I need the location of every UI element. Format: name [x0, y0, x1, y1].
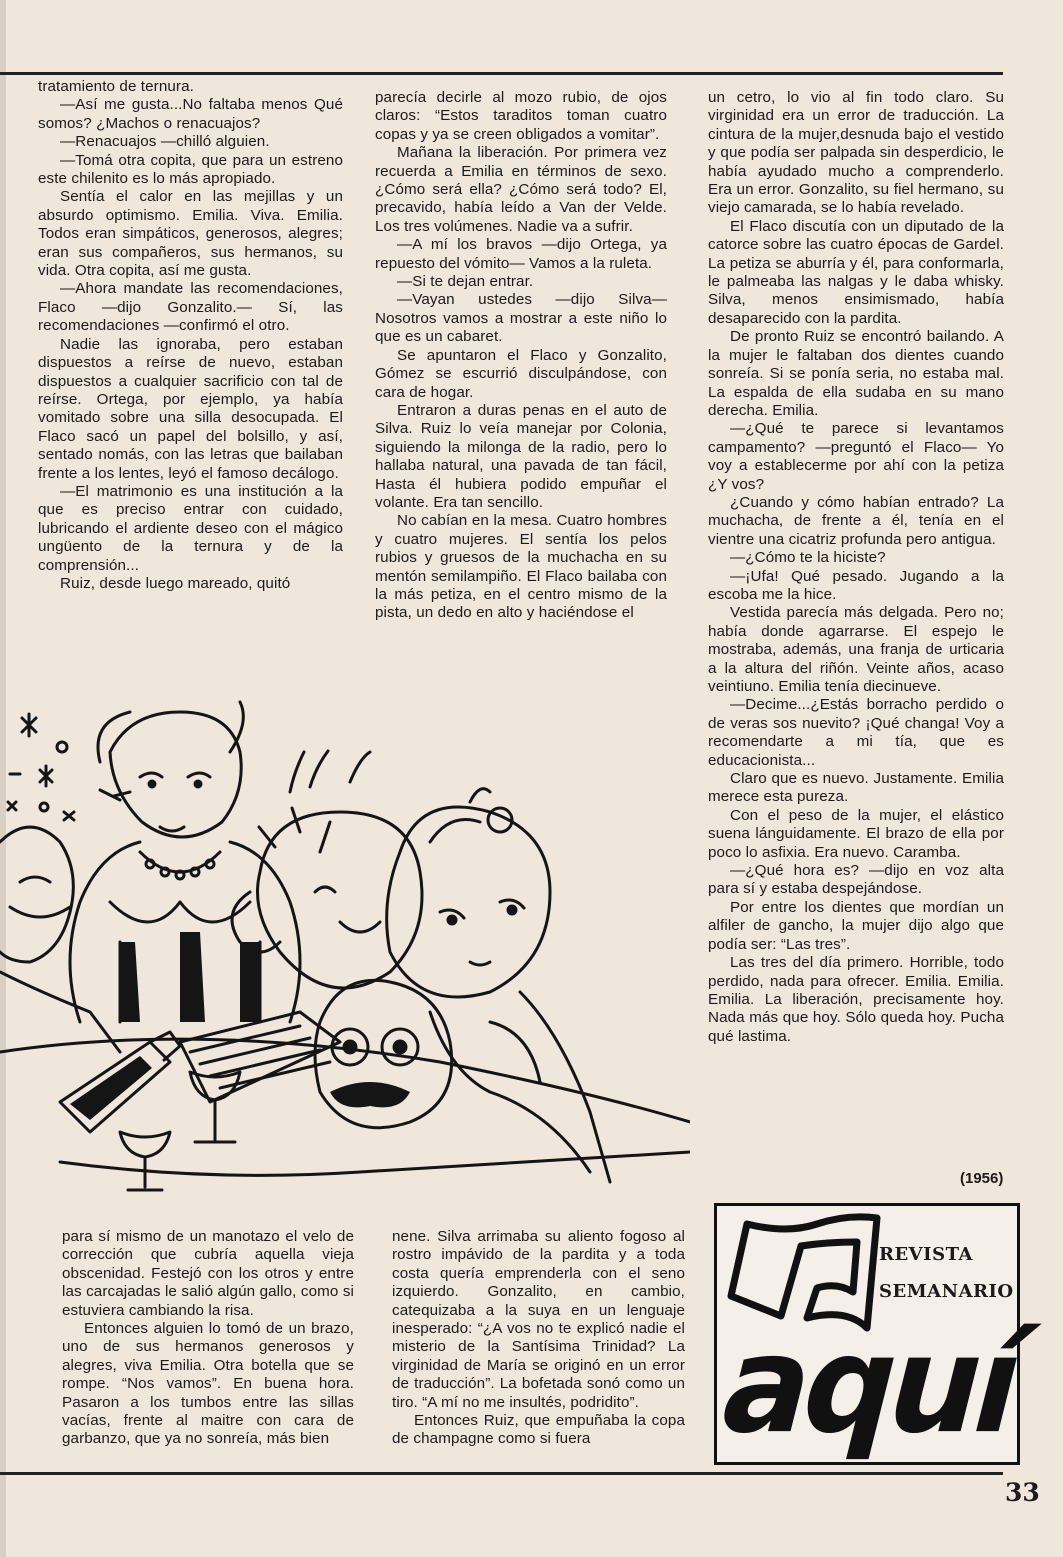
paragraph: ¿Cuando y cómo habían entrado? La muchacha, de frente a él, tenía en el vientre una cicatriz profunda pero antigua. [708, 493, 1004, 548]
column-1-top [38, 78, 343, 593]
paragraph: nene. Silva arrimaba su aliento fogoso al rostro impávido de la pardita y a toda costa quería emprenderla con el seno izquierdo. Gonzalito, en cambio, catequizaba a la suya en un lenguaje inesperado: “¿A vos no te explicó nadie el misterio de la Santísima Trinidad? La virginidad de María se originó en un error de traducción”. La bofetada sonó como un tiro. “A mí no me insultés, podridito”. [392, 1228, 685, 1411]
paragraph: —¡Ufa! Qué pesado. Jugando a la escoba me la hice. [708, 567, 1004, 603]
paragraph: —Así me gusta...No faltaba menos Qué somos? ¿Machos o renacuajos? [38, 96, 343, 132]
paragraph: —Ahora mandate las recomendaciones, Flaco —dijo Gonzalito.— Sí, las recomendaciones —confirmó el otro. [38, 280, 343, 335]
paragraph: Ruiz, desde luego mareado, quitó [60, 574, 291, 592]
paragraph: Claro que es nuevo. Justamente. Emilia merece esta pureza. [708, 770, 1004, 806]
paragraph: De pronto Ruiz se encontró bailando. A la mujer le faltaban dos dientes cuando sonreía. Si se ponía seria, no estaba mal. La espalda de ella sudaba en su mano derecha. Emilia. [708, 328, 1004, 419]
paragraph: —¿Cómo te la hiciste? [730, 549, 886, 567]
paragraph: tratamiento de ternura. [38, 78, 194, 95]
paragraph: Con el peso de la mujer, el elástico suena lánguidamente. El brazo de ella por poco lo asfixia. Era nuevo. Caramba. [708, 806, 1004, 861]
paragraph: —¿Qué hora es? —dijo en voz alta para sí y estaba despejándose. [708, 862, 1004, 898]
paragraph: parecía decirle al mozo rubio, de ojos claros: “Estos taraditos toman cuatro copas y ya se creen obligados a vomitar”. [375, 89, 667, 143]
column-3 [708, 89, 1004, 1046]
bottom-rule [0, 1472, 1003, 1475]
paragraph: Mañana la liberación. Por primera vez recuerda a Emilia en términos de sexo. ¿Cómo será ella? ¿Cómo será todo? El, precavido, había leído a Van der Velde. Los tres volúmenes. Nadie va a sufrir. [375, 144, 667, 235]
logo-title: aquí [706, 1307, 1035, 1464]
story-year: (1956) [960, 1170, 1004, 1187]
column-1-bottom [62, 1228, 354, 1449]
page-number: 33 [1005, 1478, 1040, 1507]
paragraph: —A mí los bravos —dijo Ortega, ya repuesto del vómito— Vamos a la ruleta. [375, 236, 667, 272]
top-rule [0, 72, 1003, 75]
logo-semanario-label: SEMANARIO [879, 1281, 1014, 1302]
paragraph: Entonces alguien lo tomó de un brazo, uno de sus hermanos generosos y alegres, viva Emilia. Otra botella que se rompe. “Nos vamos”. En buena hora. Pasaron a los tumbos entre las sillas vacías, frente al maitre con cara de garbanzo, que ya no sonreía, más bien [62, 1320, 354, 1448]
paragraph: —Renacuajos —chilló alguien. [60, 133, 270, 151]
column-2-bottom [392, 1228, 685, 1449]
column-2-top [375, 89, 667, 623]
paragraph: Entonces Ruiz, que empuñaba la copa de champagne como si fuera [392, 1412, 685, 1448]
paragraph: No cabían en la mesa. Cuatro hombres y cuatro mujeres. El sentía los pelos rubios y gruesos de la muchacha en su mentón semilampiño. El Flaco bailaba con la más petiza, en el centro mismo de la pista, un dedo en alto y haciéndose el [375, 512, 667, 622]
paragraph: Sentía el calor en las mejillas y un absurdo optimismo. Emilia. Viva. Emilia. Todos eran simpáticos, generosos, alegres; eran sus compañeros, sus hermanos, su vida. Otra copita, así me gusta. [38, 188, 343, 280]
paragraph: El Flaco discutía con un diputado de la catorce sobre las cuatro épocas de Gardel. La petiza se aburría y él, para conformarla, le palmeaba las nalgas y le daba whisky. Silva, menos ensimismado, había desaparecido con la pardita. [708, 217, 1004, 327]
paragraph: para sí mismo de un manotazo el velo de corrección que cubría aquella vieja obscenidad. Festejó con los otros y entre las carcajadas le salió algún gallo, como si estuviera cambiando la risa. [62, 1228, 354, 1319]
logo-revista-label: REVISTA [879, 1244, 973, 1265]
paragraph: —Vayan ustedes —dijo Silva— Nosotros vamos a mostrar a este niño lo que es un cabaret. [375, 291, 667, 346]
paragraph: Por entre los dientes que mordían un alfiler de gancho, la mujer dijo algo que podía ser: “Las tres”. [708, 898, 1004, 953]
aqui-magazine-logo [706, 1203, 1035, 1465]
paragraph: Las tres del día primero. Horrible, todo perdido, nada para ofrecer. Emilia. Emilia. Emilia. La liberación, precisamente hoy. Nada más que hoy. Sólo queda hoy. Pucha qué lastima. [708, 954, 1004, 1045]
paragraph: Se apuntaron el Flaco y Gonzalito, Gómez se escurrió disculpándose, con cara de hogar. [375, 346, 667, 401]
paragraph: Entraron a duras penas en el auto de Silva. Ruiz lo veía manejar por Colonia, siguiendo la milonga de la radio, pero lo hallaba natural, una pavada de tan fácil, Hasta él hubiera podido empuñar el volante. Era tan sencillo. [375, 401, 667, 511]
paragraph: —El matrimonio es una institución a la que es preciso entrar con cuidado, lubricando el ardiente deseo con el mágico ungüento de la ternura y de la comprensión... [38, 482, 343, 574]
paragraph: Nadie las ignoraba, pero estaban dispuestos a reírse de nuevo, estaban dispuestos a cualquier sacrificio con tal de reírse. Ortega, por ejemplo, ya había vomitado sobre una silla desocupada. El Flaco sacó un papel del bolsillo, y así, sentado nomás, con las letras que bailaban frente a los lentes, leyó el famoso decálogo. [38, 335, 343, 482]
paragraph: —Decime...¿Estás borracho perdido o de veras sos nuevito? ¡Qué changa! Voy a recomendarte a mi tía, que es educacionista... [708, 696, 1004, 769]
paragraph: Vestida parecía más delgada. Pero no; había donde agarrarse. El espejo le mostraba, además, una franja de urticaria a la altura del riñón. Veinte años, acaso veintiuno. Emilia tenía diecinueve. [708, 604, 1004, 695]
paragraph: —¿Qué te parece si levantamos campamento? —preguntó el Flaco— Yo voy a establecerme por ahí con la petiza ¿Y vos? [708, 420, 1004, 493]
paragraph: —Si te dejan entrar. [397, 273, 534, 291]
cabaret-illustration [0, 692, 690, 1212]
paragraph: —Tomá otra copita, que para un estreno este chilenito es lo más apropiado. [38, 151, 343, 188]
paragraph: un cetro, lo vio al fin todo claro. Su virginidad era un error de traducción. La cintura de la mujer,desnuda bajo el vestido y que podía ser palpada sin desperdicio, le había ayudado mucho a comprenderlo. Era un error. Gonzalito, su fiel hermano, su viejo camarada, se lo había revelado. [708, 89, 1004, 217]
